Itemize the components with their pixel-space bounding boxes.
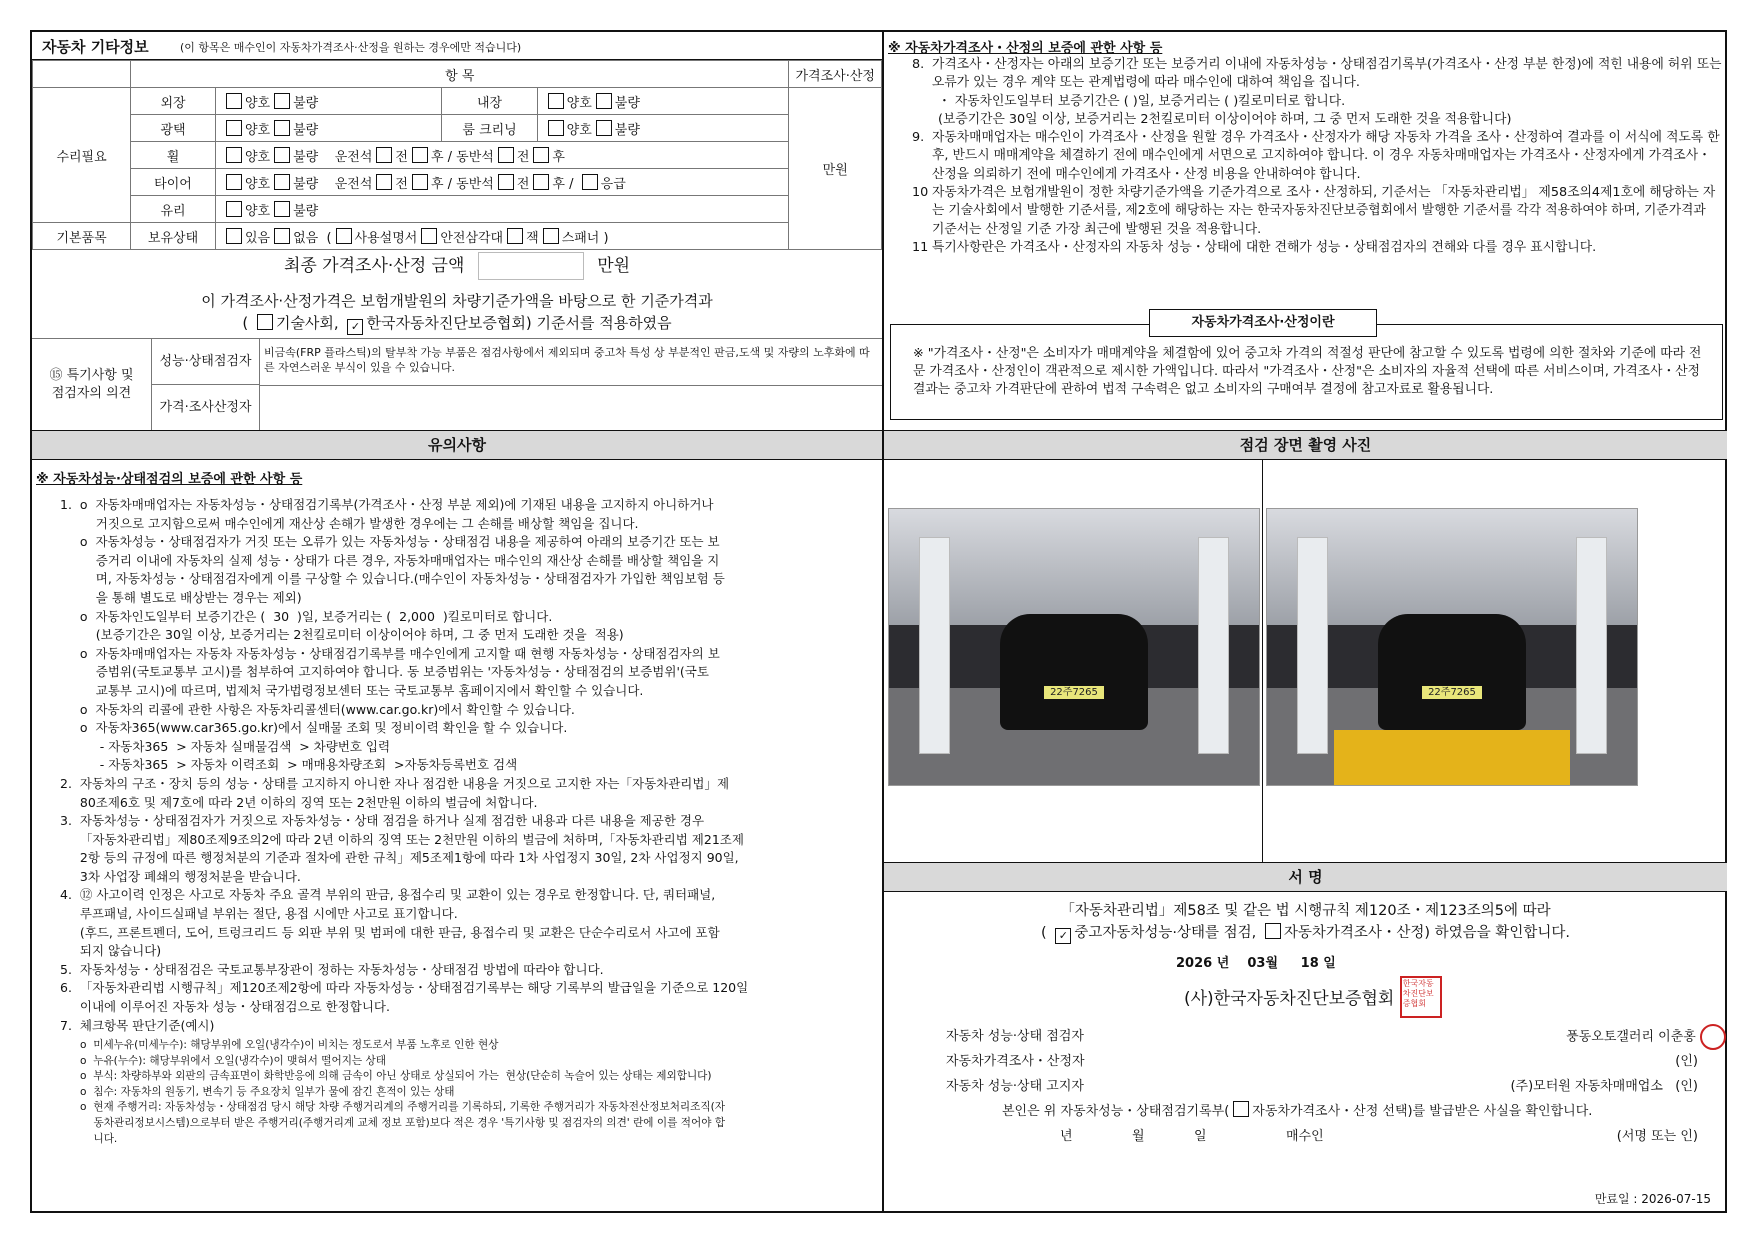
notes-line: 이내에 이루어진 자동차 성능・상태점검으로 한정합니다. — [60, 999, 390, 1015]
label-passenger: / 동반석 — [447, 176, 494, 192]
checkbox-room-bad[interactable] — [596, 120, 612, 136]
notes-line: 2항 등의 규정에 따른 행정처분의 기준과 절차에 관한 규칙」제5조제1항에 따라 1차 사업정지 30일, 2차 사업정지 90일, — [60, 850, 739, 866]
front-plate: 22주7265 — [1044, 686, 1103, 700]
checkbox-interior-bad[interactable] — [596, 93, 612, 109]
notes-line: 2. 자동차의 구조・장치 등의 성능・상태를 고지하지 아니한 자나 점검한 내용을 거짓으로 고지한 자는「자동차관리법」제 — [60, 775, 730, 791]
label-bad: 불량 — [293, 203, 319, 219]
notifier-row — [946, 1074, 1726, 1099]
label-good: 양호 — [244, 122, 271, 138]
rear-plate: 22주7265 — [1422, 686, 1481, 700]
warranty-item — [912, 184, 1722, 239]
checkbox-room-good[interactable] — [548, 120, 564, 136]
row-gloss: 광택 — [131, 115, 216, 142]
sign-date — [1176, 952, 1336, 971]
notes-line: 7. 체크항목 판단기준(예시) — [60, 1017, 215, 1033]
glass-options — [215, 196, 789, 223]
notes-small-line: o 부식: 차량하부와 외판의 금속표면이 화학반응에 의해 금속이 아닌 상태로 상실되어 가는 현상(단순히 녹슬어 있는 상태는 제외합니다) — [80, 1070, 712, 1083]
label-good: 양호 — [566, 122, 592, 138]
notes-small-line: o 현재 주행거리: 자동차성능・상태점검 당시 해당 차량 주행거리계의 주행거리를 기록하되, 기록한 주행거리가 자동차전산정보처리조직(자 — [80, 1101, 725, 1114]
notifier-label: 자동차 성능·상태 고지자 — [946, 1079, 1084, 1094]
warranty-item — [912, 111, 1722, 129]
date-year: 2026 년 — [1176, 956, 1230, 971]
signature-bar: 서 명 — [884, 862, 1727, 892]
notes-line: 되지 않습니다) — [60, 943, 162, 959]
notes-line: 루프패널, 사이드실패널 부위는 절단, 용접 시에만 사고로 표기합니다. — [60, 906, 458, 922]
label-bad: 불량 — [293, 149, 319, 165]
warranty-item-number — [912, 93, 932, 111]
notes-line: 6. 「자동차관리법 시행규칙」제120조제2항에 따라 자동차성능・상태점검기록부는 해당 기록부의 발급일을 기준으로 120일 — [60, 980, 749, 996]
confirm-opt2: 자동차가격조사・산정) 하였음을 확인합니다. — [1283, 925, 1570, 941]
association-stamp — [1400, 976, 1442, 1018]
bottom-year: 년 — [1060, 1129, 1073, 1144]
checkbox-jack[interactable] — [507, 228, 523, 244]
notifier-name: (주)모터원 자동차매매업소 — [1510, 1079, 1663, 1094]
inspector-value — [1566, 1024, 1726, 1050]
label-good: 양호 — [244, 149, 271, 165]
warranty-item — [912, 93, 1722, 111]
rear-inspection-photo — [1266, 508, 1638, 786]
notes-bar: 유의사항 — [32, 430, 882, 460]
warranty-item-number: 10 — [912, 185, 929, 201]
notes-line: o 자동차인도일부터 보증기간은 ( 30 )일, 보증거리는 ( 2,000 )킬로미터로 합니다. — [60, 608, 553, 624]
sign-confirm-line — [884, 922, 1727, 944]
price-unit: 만원 — [789, 88, 882, 250]
wheel-options — [215, 142, 789, 169]
warranty-item-number: 9. — [912, 130, 925, 146]
checkbox-exterior-good[interactable] — [226, 93, 242, 109]
price-assessor-label: 자동차가격조사・산정자 — [946, 1054, 1085, 1069]
label-bad: 불량 — [293, 95, 319, 111]
basic-label: 기본품목 — [33, 223, 131, 250]
label-triangle: 안전삼각대 — [440, 230, 504, 246]
checkbox-have[interactable] — [226, 228, 242, 244]
expiry-date: 만료일 : 2026-07-15 — [1594, 1192, 1711, 1206]
association-name: (사)한국자동차진단보증협회 — [1184, 989, 1395, 1009]
warranty-item — [912, 129, 1722, 184]
warranty-item-number — [912, 111, 932, 129]
notes-line: o 자동차매매업자는 자동차 자동차성능・상태점검기록부를 매수인에게 고지할 때 현행 자동차성능・상태점검자의 보 — [60, 645, 720, 661]
checkbox-kadia[interactable]: ✓ — [347, 319, 363, 335]
notes-body — [60, 496, 880, 1035]
buyer-confirm-row — [946, 1099, 1726, 1124]
price-basis-text — [32, 290, 882, 335]
sign-law-block — [884, 900, 1727, 944]
remarks-section — [32, 338, 882, 430]
warranty-item-number: 8. — [912, 57, 925, 72]
date-month: 03월 — [1247, 956, 1279, 971]
label-bad: 불량 — [614, 122, 640, 138]
notes-line: 80조제6호 및 제7호에 따라 2년 이하의 징역 또는 2천만원 이하의 벌금에 처합니다. — [60, 794, 538, 810]
buyer-confirm: 본인은 위 자동차성능・상태점검기록부( — [1002, 1104, 1230, 1119]
checkbox-tire-driver-front[interactable] — [376, 174, 392, 190]
box-text: ※ "가격조사・산정"은 소비자가 매매계약을 체결함에 있어 중고차 가격의 적절성 판단에 참고할 수 있도록 법령에 의한 절차와 기준에 따라 전문 가격조사・산정인이 객관적으로 제시한 가액입니다. 따라서 "가격조사・산정"은 소비자의 자율적 선택에 따른 서비스이며, 가격조사・산정 결과는 중고차 가격판단에 관하여 법적 구속력은 없고 소비자의 구매여부 결정에 참고자료로 활용됩니다. — [913, 346, 1702, 397]
remarks-perf-text: 비금속(FRP 플라스틱)의 탈부착 가능 부품은 점검사항에서 제외되며 중고차 특성 상 부분적인 판금,도색 및 자량의 노후화에 따른 자연스러운 부식이 있을 수 있습니다. — [264, 346, 870, 374]
notes-line: o 자동차의 리콜에 관한 사항은 자동차리콜센터(www.car.go.kr)에서 확인할 수 있습니다. — [60, 701, 575, 717]
checkbox-gloss-good[interactable] — [226, 120, 242, 136]
checkbox-tire-driver-rear[interactable] — [412, 174, 428, 190]
checkbox-tech-society[interactable] — [257, 314, 273, 330]
buyer-sign-or-seal: (서명 또는 인) — [1616, 1129, 1698, 1144]
notes-line: 며, 자동차성능・상태점검자에게 이를 구상할 수 있습니다.(매수인이 자동차성능・상태점검자가 가입한 책임보험 등 — [60, 571, 725, 587]
repair-grid — [32, 60, 882, 250]
checkbox-performance-check[interactable]: ✓ — [1055, 928, 1071, 944]
warranty-item-text: 자동차가격은 보험개발원이 정한 차량기준가액을 기준가격으로 조사・산정하되, 기준서는 「자동차관리법」 제58조의4제1호에 해당하는 자는 기술사회에서 발행한 기준서를, 제2호에 해당하는 자는 한국자동차진단보증협회에서 발행한 기준서를 각각 적용하여야 하며, 기준가격과 기준서는 산정일 기준 가장 최근에 발행된 것을 적용합니다. — [932, 185, 1716, 237]
buyer-confirm2: 자동차가격조사・산정 선택)를 발급받은 사실을 확인합니다. — [1252, 1104, 1593, 1119]
section-title: 자동차 기타정보 — [42, 38, 149, 56]
gloss-options — [215, 115, 442, 142]
remarks-label-1: ⑮ 특기사항 및 — [49, 368, 134, 383]
label-passenger: / 동반석 — [447, 149, 494, 165]
sign-law-line: 「자동차관리법」제58조 및 같은 법 시행규칙 제120조・제123조의5에 따라 — [1060, 903, 1551, 919]
notes-line: 교통부 고시)에 따르며, 법제처 국가법령정보센터 또는 국토교통부 홈페이지에서 확인할 수 있습니다. — [60, 682, 644, 698]
label-have: 있음 — [244, 230, 271, 246]
label-rear: 후 — [430, 149, 444, 165]
checkbox-triangle[interactable] — [421, 228, 437, 244]
buyer-label: 매수인 — [1286, 1129, 1324, 1144]
warranty-item-text: (보증기간은 30일 이상, 보증거리는 2천킬로미터 이상이어야 하며, 그 중 먼저 도래한 것을 적용합니다) — [938, 111, 1512, 127]
label-front: 전 — [395, 176, 408, 192]
checkbox-wheel-good[interactable] — [226, 147, 242, 163]
label-front: 전 — [395, 149, 408, 165]
notes-line: 「자동차관리법」제80조제9조의2에 따라 2년 이하의 징역 또는 2천만원 이하의 벌금에 처하며,「자동차관리법 제21조제 — [60, 831, 744, 847]
document-frame — [30, 30, 1727, 1213]
notes-line: 3. 자동차성능・상태점검자가 거짓으로 자동차성능・상태 점검을 하거나 실제 점검한 내용과 다른 내용을 제공한 경우 — [60, 813, 705, 829]
notes-line: 3차 사업장 폐쇄의 행정처분을 받습니다. — [60, 868, 301, 884]
label-front: 전 — [516, 149, 530, 165]
owned-options: 있음 없음 ( 사용설명서 안전삼각대 잭 스패너 ) — [215, 223, 789, 250]
inspector-seal — [1700, 1024, 1726, 1050]
warranty-item-text: ・ 자동차인도일부터 보증기간은 ( )일, 보증거리는 ( )킬로미터로 합니다. — [938, 93, 1346, 109]
checkbox-tire-good[interactable] — [226, 174, 242, 190]
notes-line: 을 통해 별도로 배상받는 경우는 제외) — [60, 589, 302, 605]
price-assessor-row — [946, 1049, 1726, 1074]
label-manual: 사용설명서 — [354, 230, 418, 246]
date-day: 18 일 — [1300, 956, 1336, 971]
warranty-item-text: 자동차매매업자는 매수인이 가격조사・산정을 원할 경우 가격조사・산정자가 해당 자동차 가격을 조사・산정하여 결과를 이 서식에 적도록 한 후, 반드시 매매계약을 체결하기 전에 매수인에게 서면으로 고지하여야 합니다. 이 경우 자동차매매업자는 가격조사・산정자에게 가격조사・산정을 의뢰하기 전에 매수인에게 가격조사・산정 비용을 안내하여야 합니다. — [932, 130, 1720, 182]
notes-line: 1. o 자동차매매업자는 자동차성능・상태점검기록부(가격조사・산정 부분 제외)에 기재된 내용을 고지하지 아니하거나 — [60, 497, 714, 512]
warranty-item — [912, 56, 1722, 93]
notes-small-line: o 누유(누수): 해당부위에서 오일(냉각수)이 맺혀서 떨어지는 상태 — [80, 1054, 386, 1067]
checkbox-manual[interactable] — [336, 228, 352, 244]
notes-line: 거짓으로 고지함으로써 매수인에게 재산상 손해가 발생한 경우에는 그 손해를 배상할 책임을 집니다. — [60, 515, 639, 531]
warranty-item-text: 가격조사・산정자는 아래의 보증기간 또는 보증거리 이내에 자동차성능・상태점검기록부(가격조사・산정 부분 한정)에 적힌 내용에 허위 또는 오류가 있는 경우 계약 또는 관계법령에 따라 매수인에 대하여 책임을 집니다. — [932, 57, 1722, 91]
checkbox-gloss-bad[interactable] — [274, 120, 290, 136]
notifier-value — [1510, 1074, 1698, 1099]
label-rear: 후 — [552, 149, 565, 165]
bottom-day: 일 — [1194, 1129, 1207, 1144]
remarks-label — [32, 339, 152, 431]
header-item: 항 목 — [131, 61, 789, 88]
label-good: 양호 — [566, 95, 592, 111]
basis-opt1: 기술사회, — [275, 314, 339, 332]
inspector-label: 자동차 성능·상태 점검자 — [946, 1029, 1084, 1044]
checkbox-glass-bad[interactable] — [274, 201, 290, 217]
checkbox-wheel-pass-front[interactable] — [498, 147, 514, 163]
notes-line: 증거리 이내에 자동차의 실제 성능・상태가 다른 경우, 자동차매매업자는 매수인의 재산상 손해를 배상할 책임을 지 — [60, 552, 720, 568]
warranty-item-text: 특기사항란은 가격조사・산정자의 자동차 성능・상태에 대한 견해가 성능・상태점검자의 견해와 다를 경우 표시합니다. — [932, 239, 1597, 255]
notes-line: 증범위(국토교통부 고시)를 첨부하여 고지하여야 합니다. 동 보증범위는 '자동차성능・상태점검의 보증범위'(국토 — [60, 664, 709, 680]
label-spanner: 스패너 ) — [561, 230, 609, 246]
checkbox-wheel-bad[interactable] — [274, 147, 290, 163]
confirm-opt1: 중고자동차성능·상태를 점검, — [1074, 925, 1257, 941]
notes-line: 5. 자동차성능・상태점검은 국토교통부장관이 정하는 자동차성능・상태점검 방법에 따라야 합니다. — [60, 961, 604, 977]
checkbox-exterior-bad[interactable] — [274, 93, 290, 109]
photos-bar: 점검 장면 촬영 사진 — [884, 430, 1727, 460]
checkbox-wheel-pass-rear[interactable] — [533, 147, 549, 163]
row-wheel: 휠 — [131, 142, 216, 169]
room-clean-options — [537, 115, 789, 142]
row-room-clean: 룸 크리닝 — [442, 115, 537, 142]
repair-label: 수리필요 — [33, 88, 131, 223]
notes-line: o 자동차365(www.car365.go.kr)에서 실매물 조회 및 정비이력 확인을 할 수 있습니다. — [60, 720, 568, 736]
checkbox-none[interactable] — [274, 228, 290, 244]
final-price-input[interactable] — [478, 252, 584, 280]
paren: ( — [1041, 925, 1047, 941]
row-tire: 타이어 — [131, 169, 216, 196]
label-front: 전 — [516, 176, 530, 192]
signatories — [946, 1024, 1726, 1149]
notes-line: 4. ⑫ 사고이력 인정은 사고로 자동차 주요 골격 부위의 판금, 용접수리 및 교환이 있는 경우로 한정합니다. 단, 쿼터패널, — [60, 887, 716, 903]
row-glass: 유리 — [131, 196, 216, 223]
checkbox-price-check[interactable] — [1265, 923, 1281, 939]
notes-small-line: 동차관리정보시스템)으로부터 받은 주행거리(주행거리계 교체 정보 포함)보다 적은 경우 '특기사항 및 점검자의 의견' 란에 이를 적어야 합 — [80, 1116, 726, 1129]
notes-small-line: o 미세누유(미세누수): 해당부위에 오일(냉각수)이 비치는 정도로서 부품 노후로 인한 현상 — [80, 1039, 499, 1051]
notes-line: o 자동차성능・상태점검자가 거짓 또는 오류가 있는 자동차성능・상태점검 내용을 제공하여 아래의 보증기간 또는 보 — [60, 534, 720, 550]
checkbox-glass-good[interactable] — [226, 201, 242, 217]
right-column — [884, 32, 1725, 1211]
other-info-title-row — [32, 32, 882, 60]
left-column — [32, 32, 884, 1211]
exterior-options — [215, 88, 442, 115]
inspector-row — [946, 1024, 1726, 1049]
inspector-name: 풍동오토갤러리 이춘홍 — [1566, 1029, 1696, 1045]
association-line — [1184, 978, 1442, 1020]
notes-line: - 자동차365 > 자동차 실매물검색 > 차량번호 입력 — [60, 738, 391, 754]
basis-opt2: 한국자동차진단보증협회) 기준서를 적용하였음 — [366, 314, 672, 332]
notes-small-body — [80, 1038, 880, 1147]
warranty-item-number: 11 — [912, 239, 929, 255]
header-price: 가격조사·산정 — [789, 61, 882, 88]
final-price-row — [32, 250, 882, 282]
notes-heading: ※ 자동차성능·상태점검의 보증에 관한 사항 등 — [36, 472, 303, 487]
checkbox-interior-good[interactable] — [548, 93, 564, 109]
checkbox-tire-pass-rear[interactable] — [533, 174, 549, 190]
tire-options: 양호 불량 운전석 전 후 / 동반석 전 후 / 응급 — [215, 169, 789, 196]
checkbox-wheel-driver-rear[interactable] — [412, 147, 428, 163]
checkbox-tire-pass-front[interactable] — [498, 174, 514, 190]
buyer-sign-row — [946, 1124, 1726, 1149]
checkbox-wheel-driver-front[interactable] — [376, 147, 392, 163]
basis-line2: ( 기술사회, ✓ 한국자동차진단보증협회) 기준서를 적용하였음 — [242, 314, 672, 333]
notes-line: (보증기간은 30일 이상, 보증거리는 2천킬로미터 이상이어야 하며, 그 중 먼저 도래한 것을 적용) — [60, 627, 624, 643]
notes-small-line: 니다. — [80, 1132, 118, 1145]
label-emergency: 응급 — [600, 176, 626, 192]
label-jack: 잭 — [526, 230, 539, 246]
divider — [260, 385, 882, 386]
stamp-text: 한국자동차진단보증협회 — [1402, 979, 1434, 1008]
final-price-label: 최종 가격조사·산정 금액 — [283, 256, 465, 276]
label-good: 양호 — [244, 203, 271, 219]
checkbox-spanner[interactable] — [543, 228, 559, 244]
notifier-seal: (인) — [1675, 1079, 1698, 1094]
label-bad: 불량 — [293, 176, 319, 192]
notes-line: - 자동차365 > 자동차 이력조회 > 매매용차량조회 >자동차등록번호 검색 — [60, 757, 518, 773]
label-bad: 불량 — [614, 95, 640, 111]
price-warranty-items — [912, 56, 1722, 257]
remarks-price-label: 가격·조사산정자 — [152, 385, 260, 431]
final-price-unit: 만원 — [597, 256, 631, 276]
checkbox-tire-bad[interactable] — [274, 174, 290, 190]
checkbox-tire-emergency[interactable] — [582, 174, 598, 190]
label-good: 양호 — [244, 95, 271, 111]
checkbox-buyer-price[interactable] — [1233, 1101, 1249, 1117]
label-good: 양호 — [244, 176, 271, 192]
basis-line1: 이 가격조사·산정가격은 보험개발원의 차량기준가액을 바탕으로 한 기준가격과 — [201, 292, 713, 310]
notes-line: (후드, 프론트펜더, 도어, 트렁크리드 등 외판 부위 및 범퍼에 대한 판금, 용접수리 및 교환은 단순수리로서 사고에 포함 — [60, 924, 720, 940]
row-interior: 내장 — [442, 88, 537, 115]
front-inspection-photo — [888, 508, 1260, 786]
label-driver: 운전석 — [334, 149, 373, 165]
label-rear: 후 — [552, 176, 565, 192]
remarks-label-2: 점검자의 의견 — [51, 386, 132, 401]
label-rear: 후 — [430, 176, 444, 192]
price-assessor-seal: (인) — [1675, 1054, 1698, 1069]
box-title: 자동차가격조사·산정이란 — [1149, 309, 1377, 337]
row-exterior: 외장 — [131, 88, 216, 115]
row-owned: 보유상태 — [131, 223, 216, 250]
warranty-item — [912, 239, 1722, 257]
price-definition-box — [890, 315, 1723, 420]
interior-options — [537, 88, 789, 115]
label-driver: 운전석 — [334, 176, 373, 192]
remarks-perf-label: 성능·상태점검자 — [152, 339, 260, 385]
bottom-month: 월 — [1132, 1129, 1145, 1144]
notes-small-line: o 침수: 자동차의 원동기, 변속기 등 주요장치 일부가 물에 잠긴 흔적이 있는 상태 — [80, 1085, 455, 1098]
price-warranty-heading: ※ 자동차가격조사・산정의 보증에 관한 사항 등 — [888, 41, 1163, 56]
section-note: (이 항목은 매수인이 자동차가격조사·산정을 원하는 경우에만 적습니다) — [180, 41, 522, 54]
label-bad: 불량 — [293, 122, 319, 138]
label-none: 없음 — [293, 230, 319, 246]
photo-divider — [1262, 460, 1263, 862]
